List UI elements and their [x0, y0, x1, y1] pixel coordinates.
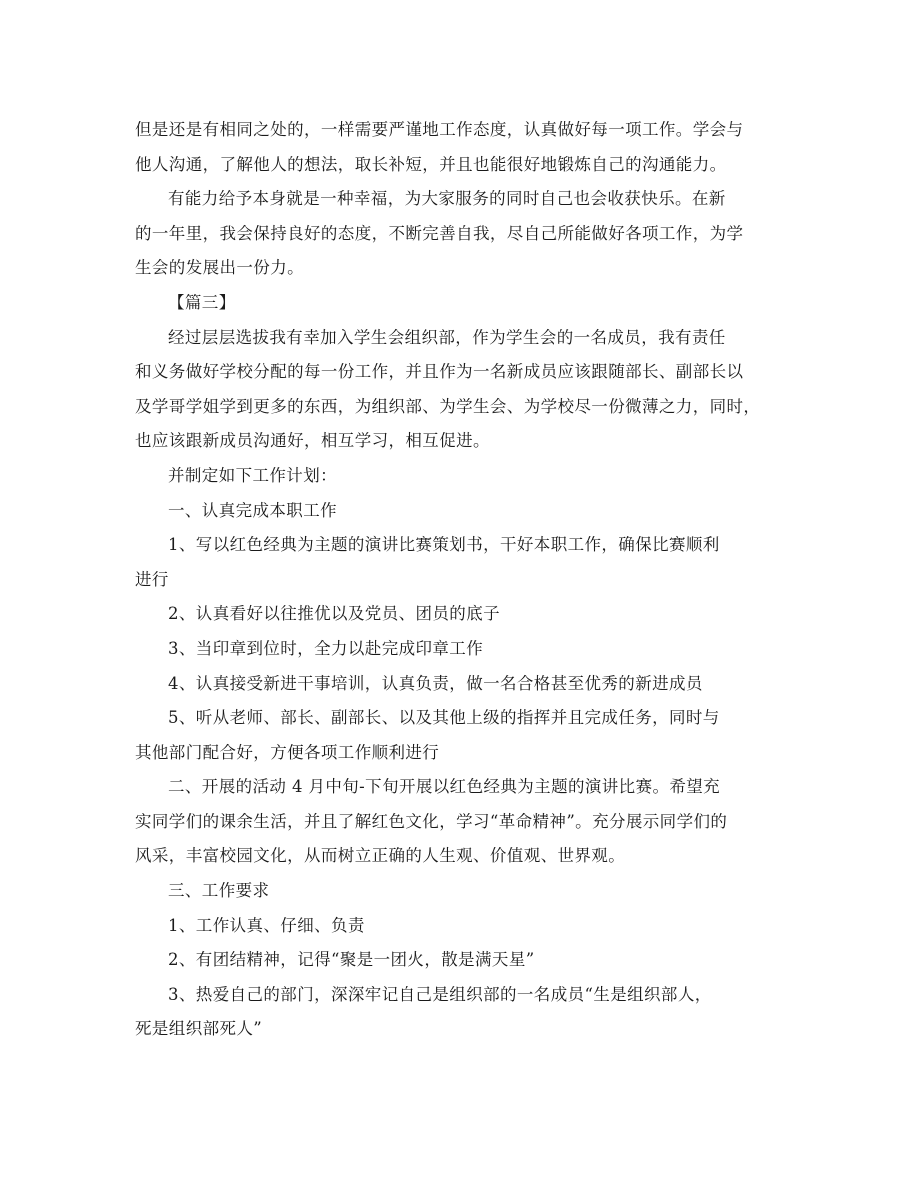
paragraph-7 [135, 528, 795, 597]
paragraph-line: 实同学们的课余生活，并且了解红色文化，学习“革命精神”。充分展示同学们的 [135, 811, 728, 831]
paragraph-line: 和义务做好学校分配的每一份工作，并且作为一名新成员应该跟随部长、副部长以 [135, 362, 744, 382]
paragraph-line: 1、工作认真、仔细、负责 [168, 915, 365, 935]
paragraph-line: 生会的发展出一份力。 [135, 258, 304, 278]
paragraph-14 [135, 909, 795, 944]
paragraph-line: 3、当印章到位时，全力以赴完成印章工作 [168, 638, 484, 658]
paragraph-line: 风采，丰富校园文化，从而树立正确的人生观、价值观、世界观。 [135, 846, 626, 866]
section-heading [135, 286, 795, 321]
paragraph-15 [135, 943, 795, 978]
paragraph-2 [135, 182, 795, 286]
paragraph-5 [135, 459, 795, 494]
paragraph-line: 其他部门配合好，方便各项工作顺利进行 [135, 742, 440, 762]
paragraph-9 [135, 632, 795, 667]
paragraph-line: 4、认真接受新进干事培训，认真负责，做一名合格甚至优秀的新进成员 [168, 673, 703, 693]
paragraph-line: 死是组织部死人” [135, 1019, 263, 1039]
paragraph-line: 有能力给予本身就是一种幸福，为大家服务的同时自己也会收获快乐。在新 [168, 189, 726, 209]
paragraph-12 [135, 770, 795, 874]
paragraph-line: 1、写以红色经典为主题的演讲比赛策划书，干好本职工作，确保比赛顺利 [168, 535, 720, 555]
paragraph-line: 及学哥学姐学到更多的东西，为组织部、为学生会、为学校尽一份微薄之力，同时， [135, 396, 761, 416]
paragraph-4 [135, 321, 795, 459]
paragraph-11 [135, 701, 795, 770]
paragraph-1 [135, 113, 795, 182]
paragraph-line: 一、认真完成本职工作 [168, 500, 337, 520]
section-heading-text: 【篇三】 [168, 292, 236, 312]
paragraph-line: 进行 [135, 569, 169, 589]
paragraph-line: 也应该跟新成员沟通好，相互学习，相互促进。 [135, 431, 490, 451]
paragraph-line: 经过层层选拔我有幸加入学生会组织部，作为学生会的一名成员，我有责任 [168, 327, 726, 347]
paragraph-6 [135, 494, 795, 529]
paragraph-8 [135, 597, 795, 632]
paragraph-line: 5、听从老师、部长、副部长、以及其他上级的指挥并且完成任务，同时与 [168, 708, 720, 728]
paragraph-line: 的一年里，我会保持良好的态度，不断完善自我，尽自己所能做好各项工作，为学 [135, 223, 744, 243]
paragraph-line: 并制定如下工作计划： [168, 465, 337, 485]
paragraph-line: 3、热爱自己的部门，深深牢记自己是组织部的一名成员“生是组织部人， [168, 984, 712, 1004]
paragraph-line: 三、工作要求 [168, 881, 270, 901]
paragraph-line: 他人沟通，了解他人的想法，取长补短，并且也能很好地锻炼自己的沟通能力。 [135, 154, 727, 174]
paragraph-line: 2、认真看好以往推优以及党员、团员的底子 [168, 604, 500, 624]
paragraph-line: 二、开展的活动 4 月中旬-下旬开展以红色经典为主题的演讲比赛。希望充 [168, 777, 721, 797]
paragraph-line: 但是还是有相同之处的，一样需要严谨地工作态度，认真做好每一项工作。学会与 [135, 120, 744, 139]
paragraph-16 [135, 978, 795, 1047]
document-body [135, 113, 795, 1047]
paragraph-10 [135, 667, 795, 702]
paragraph-line: 2、有团结精神，记得“聚是一团火，散是满天星” [168, 950, 535, 970]
paragraph-13 [135, 874, 795, 909]
